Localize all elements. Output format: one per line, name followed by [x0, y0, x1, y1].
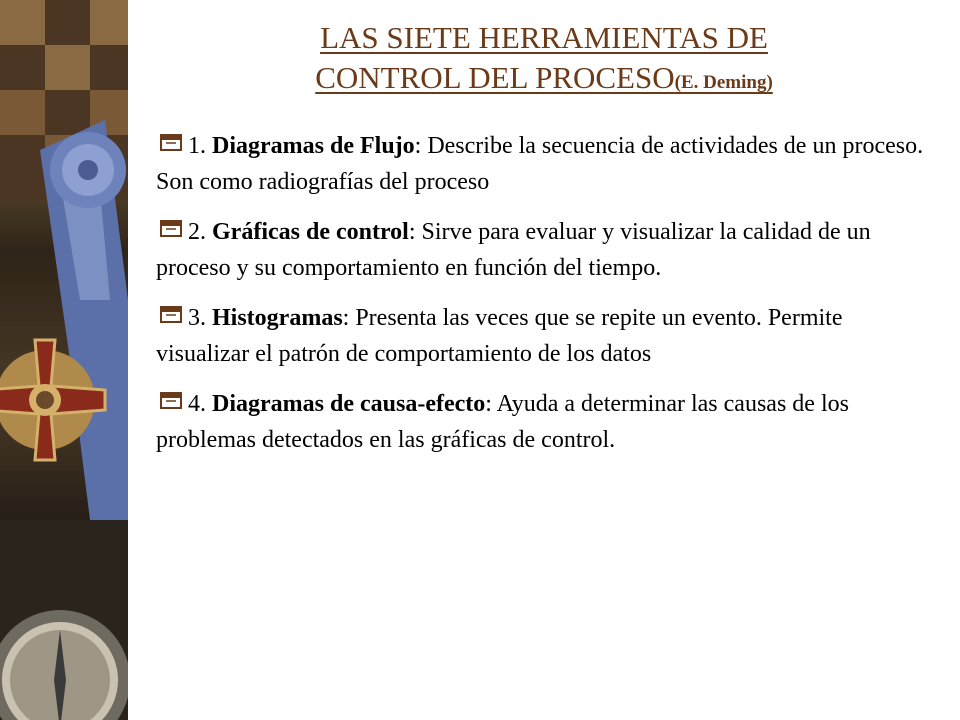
window-bullet-icon: [160, 392, 182, 409]
title-author: (E. Deming): [674, 72, 773, 93]
title-line-2: [128, 58, 960, 103]
item-term: Gráficas de control: [212, 219, 409, 245]
bullet-list: [156, 128, 926, 472]
slide-title: [128, 18, 960, 103]
title-line-1: LAS SIETE HERRAMIENTAS DE: [320, 20, 768, 55]
item-number: 4.: [188, 391, 212, 417]
list-item: [156, 386, 926, 458]
item-description: : Describe la secuencia de actividades de un proceso. Son como radiografías del proceso: [156, 133, 924, 195]
item-term: Diagramas de Flujo: [212, 133, 415, 159]
item-description: : Sirve para evaluar y visualizar la calidad de un proceso y su comportamiento en función del tiempo.: [156, 219, 871, 281]
item-description: : Ayuda a determinar las causas de los problemas detectados en las gráficas de control.: [156, 391, 849, 453]
window-bullet-icon: [160, 134, 182, 151]
item-term: Diagramas de causa-efecto: [212, 391, 486, 417]
decorative-medal-photo: [0, 0, 128, 720]
window-bullet-icon: [160, 306, 182, 323]
title-main-text: CONTROL DEL PROCESO: [315, 60, 675, 95]
item-term: Histogramas: [212, 305, 343, 331]
item-number: 2.: [188, 219, 212, 245]
item-number: 1.: [188, 133, 212, 159]
list-item: [156, 128, 926, 200]
window-bullet-icon: [160, 220, 182, 237]
list-item: [156, 300, 926, 372]
item-number: 3.: [188, 305, 212, 331]
list-item: [156, 214, 926, 286]
item-description: : Presenta las veces que se repite un evento. Permite visualizar el patrón de comportamiento de los datos: [156, 305, 843, 367]
